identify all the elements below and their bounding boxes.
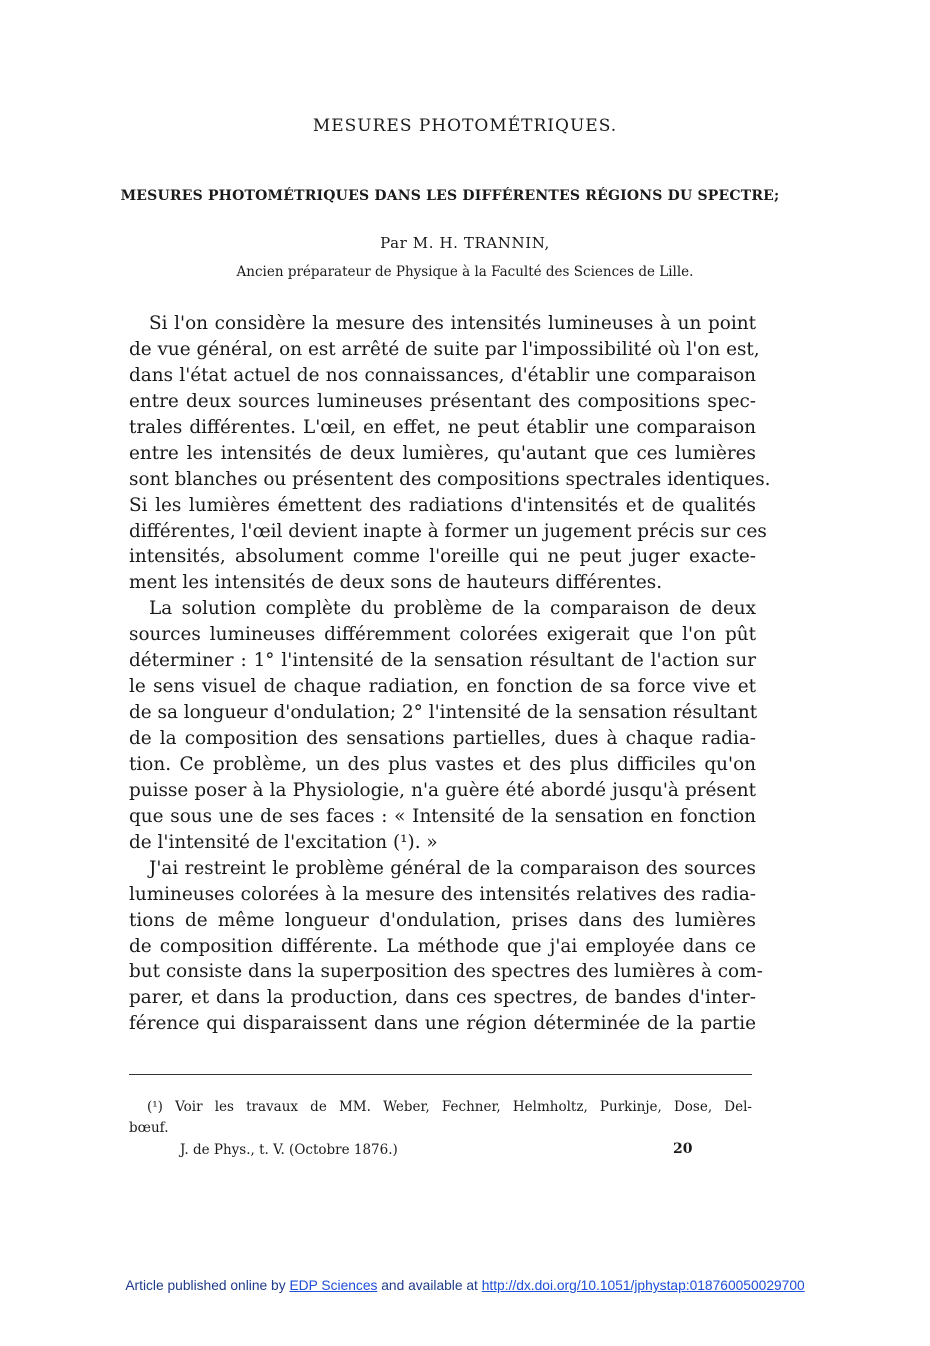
body-line: de composition différente. La méthode que j'ai employée dans ce [129,935,756,957]
body-line: que sous une de ses faces : « Intensité de la sensation en fonction [129,805,756,827]
body-line: but consiste dans la superposition des spectres des lumières à com- [129,961,763,983]
author-affiliation: Ancien préparateur de Physique à la Faculté des Sciences de Lille. [236,264,694,280]
body-line: intensités, absolument comme l'oreille qui ne peut juger exacte- [129,546,756,568]
journal-reference: J. de Phys., t. V. (Octobre 1876.) [180,1142,398,1158]
footnote-divider [129,1074,752,1075]
body-line: La solution complète du problème de la comparaison de deux [149,598,756,620]
body-line: de sa longueur d'ondulation; 2° l'intensité de la sensation résultant [129,702,758,724]
footnote [129,1097,752,1139]
running-head: MESURES PHOTOMÉTRIQUES. [312,116,618,136]
body-line: Si l'on considère la mesure des intensités lumineuses à un point [149,313,756,334]
body-line: différentes, l'œil devient inapte à former un jugement précis sur ces [129,520,767,542]
body-line: entre les intensités de deux lumières, qu'autant que ces lumières [129,442,756,464]
footnote-line: bœuf. [129,1120,169,1136]
author-byline: Par M. H. TRANNIN, [380,234,550,252]
body-line: de la composition des sensations partielles, dues à chaque radia- [129,728,756,749]
footnote-line: (¹) Voir les travaux de MM. Weber, Fechner, Helmholtz, Purkinje, Dose, Del- [147,1099,752,1115]
body-line: parer, et dans la production, dans ces spectres, de bandes d'inter- [129,987,756,1009]
body-line: puisse poser à la Physiologie, n'a guère été abordé jusqu'à présent [129,779,756,801]
body-line: sont blanches ou présentent des compositions spectrales identiques. [129,468,771,490]
body-line: de vue général, on est arrêté de suite par l'impossibilité où l'on est, [129,338,760,360]
body-line: tions de même longueur d'ondulation, prises dans des lumières [129,909,756,931]
body-line: dans l'état actuel de nos connaissances, d'établir une comparaison [129,364,756,386]
body-line: sources lumineuses différemment colorées exigerait que l'on pût [129,624,756,646]
article-title: MESURES PHOTOMÉTRIQUES DANS LES DIFFÉRENTES RÉGIONS DU SPECTRE; [120,188,780,204]
banner-middle: and available at [377,1278,482,1293]
body-line: lumineuses colorées à la mesure des intensités relatives des radia- [129,883,756,905]
article-body [129,311,771,1037]
doi-link[interactable]: http://dx.doi.org/10.1051/jphystap:018760050029700 [481,1278,805,1293]
body-line: de l'intensité de l'excitation (¹). » [129,831,438,853]
body-line: trales différentes. L'œil, en effet, ne peut établir une comparaison [129,416,756,438]
body-line: entre deux sources lumineuses présentant des compositions spec- [129,390,756,412]
banner-prefix: Article published online by [125,1278,290,1293]
body-line: férence qui disparaissent dans une région déterminée de la partie [129,1013,756,1035]
body-line: le sens visuel de chaque radiation, en fonction de sa force vive et [129,676,756,698]
body-line: J'ai restreint le problème général de la comparaison des sources [149,857,756,879]
body-line: déterminer : 1° l'intensité de la sensation résultant de l'action sur [129,650,756,672]
body-line: ment les intensités de deux sons de hauteurs différentes. [129,572,663,594]
page-number: 20 [673,1141,693,1157]
body-line: Si les lumières émettent des radiations d'intensités et de qualités [129,494,756,516]
publication-banner [0,1278,930,1293]
publisher-link[interactable]: EDP Sciences [289,1278,378,1293]
body-line: tion. Ce problème, un des plus vastes et des plus difficiles qu'on [129,753,756,775]
